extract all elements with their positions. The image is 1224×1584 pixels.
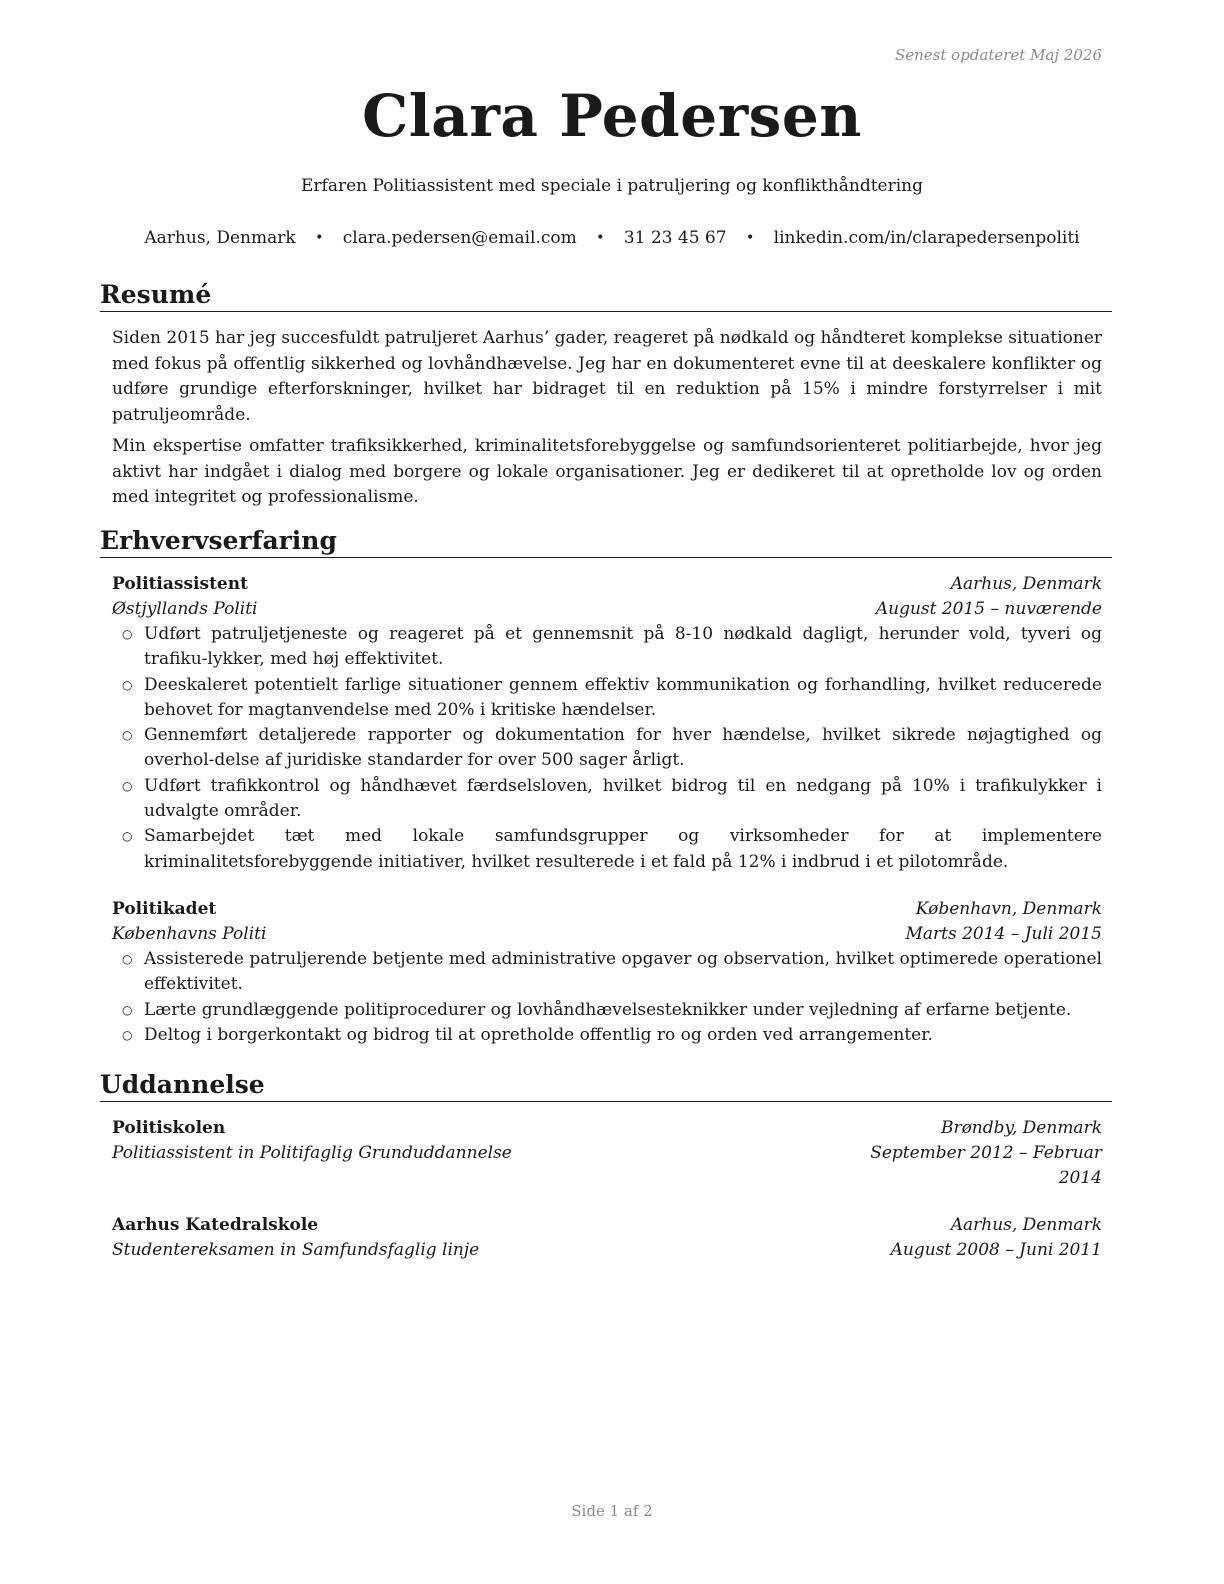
bullet-separator: • [745, 230, 755, 246]
job-dates: Marts 2014 – Juli 2015 [905, 923, 1102, 944]
tagline: Erfaren Politiassistent med speciale i patruljering og konflikthåndtering [300, 176, 924, 196]
circle-bullet-icon: ○ [122, 829, 133, 844]
job-dates: August 2015 – nuværende [875, 599, 1102, 619]
experience-section [100, 526, 1112, 1048]
job-organization: Østjyllands Politi [112, 599, 258, 619]
job-entry [112, 897, 1102, 1048]
contact-location: Aarhus, Denmark [144, 228, 296, 248]
education-dates: August 2008 – Juni 2011 [890, 1240, 1102, 1260]
list-item: ○ Assisterede patruljerende betjente med administrative opgaver og observation, hvilket optimerede operationel effektivitet. [122, 948, 1102, 995]
education-section [100, 1070, 1112, 1263]
contact-email[interactable]: clara.pedersen@email.com [342, 228, 577, 248]
contact-phone: 31 23 45 67 [623, 228, 727, 248]
job-title: Politikadet [112, 898, 217, 919]
last-updated: Senest opdateret Maj 2026 [894, 46, 1102, 64]
school-location: Aarhus, Denmark [950, 1215, 1102, 1235]
list-item: ○ Udført trafikkontrol og håndhævet færdselsloven, hvilket bidrog til en nedgang på 10% i trafikulykker i udvalgte områder. [122, 775, 1102, 822]
list-item: ○ Udført patruljetjeneste og reageret på et gennemsnit på 8-10 nødkald dagligt, herunder vold, tyveri og trafiku-lykker, med høj effektivitet. [122, 624, 1102, 670]
list-item: ○ Samarbejdet tæt med lokale samfundsgrupper og virksomheder for at implementere kriminalitetsforebyggende initiativer, hvilket resulterede i et fald på 12% i indbrud i et pilotområde. [122, 826, 1102, 872]
summary-section [100, 280, 1112, 511]
job-organization: Københavns Politi [112, 923, 267, 944]
list-item: ○ Gennemført detaljerede rapporter og dokumentation for hver hændelse, hvilket sikrede nøjagtighed og overhol-delse af juridiske standarder for over 500 sager årligt. [122, 725, 1102, 771]
job-location: Aarhus, Denmark [950, 574, 1102, 594]
bullet-separator: • [315, 230, 324, 246]
circle-bullet-icon: ○ [122, 677, 133, 692]
circle-bullet-icon: ○ [122, 627, 133, 641]
list-item: ○ Lærte grundlæggende politiprocedurer og lovhåndhævelsesteknikker under vejledning af erfarne betjente. [144, 998, 1102, 1023]
candidate-name: Clara Pedersen [362, 82, 862, 150]
summary-paragraph: Siden 2015 har jeg succesfuldt patruljeret Aarhus’ gader, reageret på nødkald og håndteret komplekse situationer med fokus på offentlig sikkerhed og lovhåndhævelse. Jeg har en dokumenteret evne til at deeskalere konflikter og udføre grundige efterforskninger, hvilket har bidraget til en reduktion på 15% i mindre forstyrrelser i mit patruljeområde. [112, 328, 1103, 425]
education-dates: September 2012 – Februar 2014 [870, 1143, 1102, 1188]
job-location: København, Denmark [915, 898, 1102, 919]
circle-bullet-icon: ○ [122, 1027, 133, 1042]
job-title: Politiassistent [112, 574, 248, 594]
bullet-separator: • [596, 230, 605, 246]
contact-linkedin[interactable]: linkedin.com/in/clarapedersenpoliti [773, 228, 1080, 248]
degree: Politiassistent in Politifaglig Grunduddannelse [112, 1143, 512, 1163]
section-heading: Uddannelse [100, 1070, 1112, 1102]
school-location: Brøndby, Denmark [940, 1118, 1102, 1138]
section-heading: Erhvervserfaring [100, 526, 1112, 558]
job-entry [112, 572, 1102, 875]
page-number: Side 1 af 2 [571, 1502, 653, 1520]
degree: Studentereksamen in Samfundsfaglig linje [112, 1240, 480, 1260]
school-name: Politiskolen [112, 1118, 226, 1138]
job-bullets [112, 622, 1102, 875]
circle-bullet-icon: ○ [122, 951, 133, 966]
circle-bullet-icon: ○ [122, 728, 133, 743]
circle-bullet-icon: ○ [122, 778, 133, 793]
contact-line [0, 228, 1224, 248]
education-entry [112, 1116, 1102, 1191]
list-item: ○ Deeskaleret potentielt farlige situationer gennem effektiv kommunikation og forhandling, hvilket reducerede behovet for magtanvendelse med 20% i kritiske hændelser. [122, 674, 1102, 720]
circle-bullet-icon: ○ [122, 1002, 133, 1017]
list-item: ○ Deltog i borgerkontakt og bidrog til at opretholde offentlig ro og orden ved arrangementer. [144, 1023, 1102, 1048]
education-entry [112, 1213, 1102, 1263]
summary-paragraph: Min ekspertise omfatter trafiksikkerhed, kriminalitetsforebyggelse og samfundsorienteret politiarbejde, hvor jeg aktivt har indgået i dialog med borgere og lokale organisationer. Jeg er dedikeret til at opretholde lov og orden med integritet og professionalisme. [112, 436, 1102, 507]
job-bullets [112, 947, 1102, 1048]
section-heading: Resumé [100, 280, 1112, 312]
school-name: Aarhus Katedralskole [112, 1215, 319, 1235]
